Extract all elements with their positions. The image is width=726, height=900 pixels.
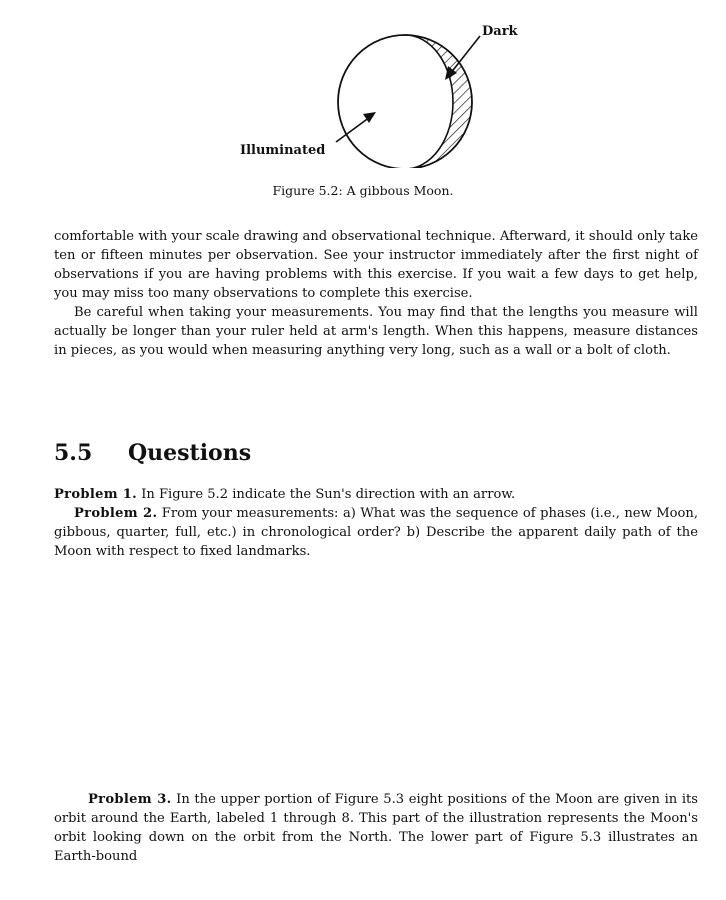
problem-1	[54, 485, 698, 504]
problem-3-label: Problem 3.	[88, 792, 172, 807]
body-text-block	[54, 227, 698, 360]
dark-arrow	[450, 36, 480, 74]
problems-block	[54, 485, 698, 561]
label-dark: Dark	[482, 24, 518, 39]
problem-2-text: From your measurements: a) What was the sequence of phases (i.e., new Moon, gibbous, quarter, full, etc.) in chronological order? b) Describe the apparent daily path of the Moon with respect to fixed landmarks.	[54, 506, 698, 559]
paragraph-2: Be careful when taking your measurements. You may find that the lengths you measure will actually be longer than your ruler held at arm's length. When this happens, measure distances in pieces, as you would when measuring anything very long, such as a wall or a bolt of cloth.	[54, 305, 698, 358]
problem-3	[54, 790, 698, 866]
problem-3-text: In the upper portion of Figure 5.3 eight positions of the Moon are given in its orbit around the Earth, labeled 1 through 8. This part of the illustration represents the Moon's orbit looking down on the orbit from the North. The lower part of Figure 5.3 illustrates an Earth-bound	[54, 792, 698, 864]
problem-1-text: In Figure 5.2 indicate the Sun's direction with an arrow.	[141, 487, 516, 502]
section-heading	[54, 440, 251, 466]
problem-1-label: Problem 1.	[54, 487, 138, 502]
problem-2	[54, 504, 698, 561]
paragraph-1: comfortable with your scale drawing and observational technique. Afterward, it should only take ten or fifteen minutes per observation. See your instructor immediately after the first night of observations if you are having problems with this exercise. If you wait a few days to get help, you may miss too many observations to complete this exercise.	[54, 229, 698, 301]
section-title: Questions	[128, 440, 252, 466]
figure-caption: Figure 5.2: A gibbous Moon.	[272, 183, 454, 198]
section-number: 5.5	[54, 440, 93, 466]
label-illuminated: Illuminated	[240, 143, 326, 158]
problem-2-label: Problem 2.	[74, 506, 158, 521]
